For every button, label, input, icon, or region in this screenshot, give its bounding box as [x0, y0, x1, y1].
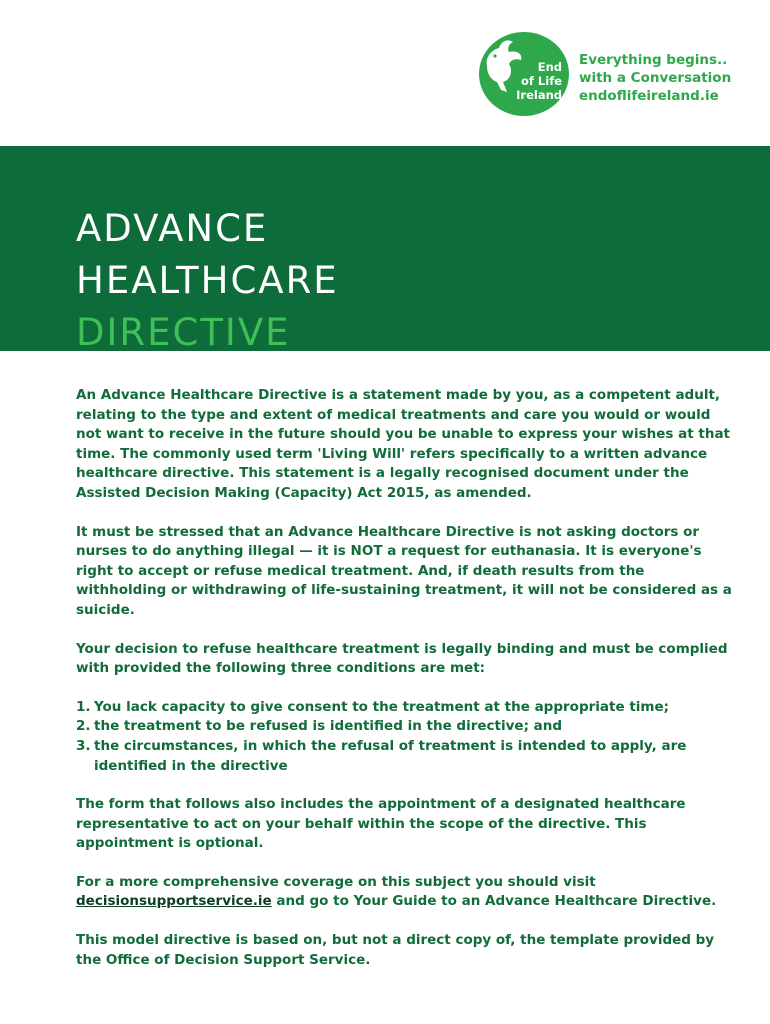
list-item-number: 2.	[76, 718, 91, 735]
tagline-line-1: Everything begins..	[579, 52, 728, 68]
list-item-text: the treatment to be refused is identified in the directive; and	[94, 718, 563, 735]
website-url[interactable]: endoflifeireland.ie	[579, 88, 719, 104]
list-item-text: the circumstances, in which the refusal of treatment is intended to apply, are identified in the directive	[94, 737, 687, 774]
title-line-1: ADVANCE	[76, 206, 269, 250]
intro-paragraph: An Advance Healthcare Directive is a statement made by you, as a competent adult, relating to the type and extent of medical treatments and care you would or would not want to receive in the future should you be unable to express your wishes at that time. The commonly used term 'Living Will' refers specifically to a written advance healthcare directive. This statement is a legally recognised document under the Assisted Decision Making (Capacity) Act 2015, as amended.	[76, 387, 731, 501]
list-item	[76, 737, 736, 776]
list-item	[76, 717, 736, 737]
end-of-life-ireland-logo	[479, 32, 569, 116]
list-item	[76, 698, 736, 718]
tagline-line-2: with a Conversation	[579, 70, 732, 86]
logo-text	[516, 60, 562, 102]
template-note-paragraph: This model directive is based on, but not a direct copy of, the template provided by the Office of Decision Support Service.	[76, 932, 715, 968]
list-item-number: 3.	[76, 737, 91, 754]
title-line-3: DIRECTIVE	[76, 310, 291, 354]
page-header	[0, 0, 770, 146]
decision-support-link[interactable]: decisionsupportservice.ie	[76, 893, 272, 910]
logo-line-1: End	[537, 60, 562, 74]
representative-paragraph: The form that follows also includes the appointment of a designated healthcare representative to act on your behalf within the scope of the directive. This appointment is optional.	[76, 796, 686, 852]
list-item-text: You lack capacity to give consent to the treatment at the appropriate time;	[94, 698, 670, 715]
conditions-intro-paragraph: Your decision to refuse healthcare treatment is legally binding and must be complied with provided the following three conditions are met:	[76, 640, 728, 677]
list-item-number: 1.	[76, 698, 91, 715]
document-body	[76, 386, 736, 989]
more-info-paragraph	[76, 873, 736, 912]
tagline	[579, 51, 731, 105]
logo-line-2: of Life	[521, 74, 562, 88]
conditions-list	[76, 698, 736, 776]
page-title	[76, 203, 339, 359]
title-banner	[0, 146, 770, 354]
title-line-2: HEALTHCARE	[76, 258, 339, 302]
more-info-text-after: and go to Your Guide to an Advance Healthcare Directive.	[271, 893, 717, 910]
more-info-text: For a more comprehensive coverage on this subject you should visit	[76, 873, 596, 890]
logo-line-3: Ireland	[516, 88, 562, 102]
stress-paragraph: It must be stressed that an Advance Healthcare Directive is not asking doctors or nurses to do anything illegal — it is NOT a request for euthanasia. It is everyone's right to accept or refuse medical treatment. And, if death results from the withholding or withdrawing of life-sustaining treatment, it will not be considered as a suicide.	[76, 523, 732, 618]
